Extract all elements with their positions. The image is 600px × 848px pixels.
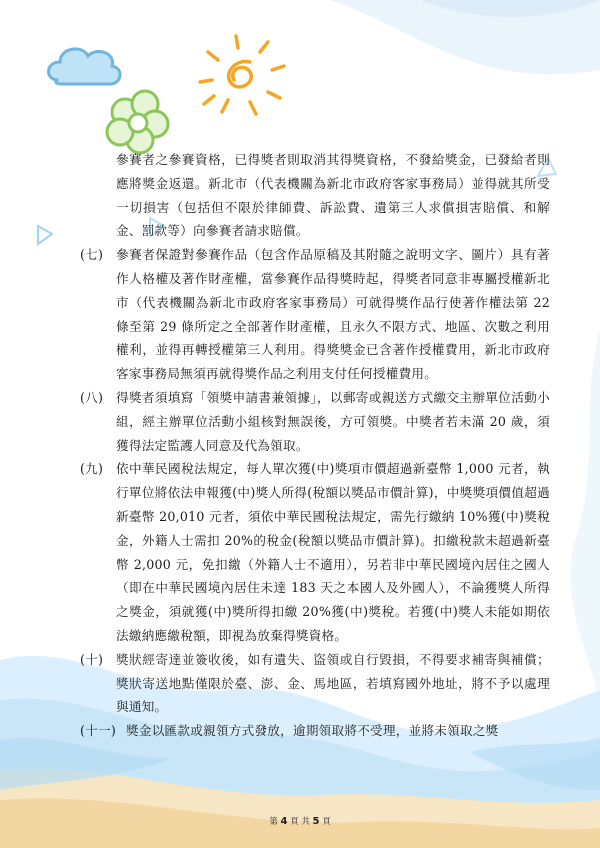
total-page-number: 5 [312, 816, 320, 827]
paragraph-text: 參賽者保證對參賽作品（包含作品原稿及其附隨之說明文字、圖片）具有著作人格權及著作財產權，當參賽作品得獎時起，得獎者同意非專屬授權新北市（代表機關為新北市政府客家事務局）可就得獎作品行使著作權法第 22 條至第 29 條所定之全部著作財產權，且永久不限方式、地區、次數之利用權利，並得再轉授權第三人利用。得獎獎金已含著作授權費用，新北市政府客家事務局無須再就得獎作品之利用支付任何授權費用。 [116, 247, 550, 382]
footer-suffix: 頁 [322, 817, 331, 827]
flower-icon [107, 91, 168, 153]
item-number: (十) [80, 651, 104, 667]
paragraph-item-8 [80, 386, 550, 457]
item-number: (七) [80, 247, 104, 263]
paragraph-text: 依中華民國稅法規定，每人單次獲(中)獎項市價超過新臺幣 1,000 元者，執行單位將依法申報獲(中)獎人所得(稅額以獎品市價計算)，中獎獎項價值超過新臺幣 20,010 元者，須依中華民國稅法規定，需先行繳納 10%獲(中)獎稅金，外籍人士需扣 20%的稅金(稅額以獎品市價計算)。扣繳稅款未超過新臺幣 2,000 元，免扣繳（外籍人士不適用），另若非中華民國境內居住之國人（即在中華民國境內居住未達 183 天之本國人及外國人），不論獲獎人所得之獎金，須就獲(中)獎所得扣繳 20%獲(中)獎稅。若獲(中)獎人未能如期依法繳納應繳稅額，即視為放棄得獎資格。 [116, 461, 550, 643]
sun-icon [200, 36, 284, 114]
item-number: (十一) [80, 723, 117, 739]
document-body [80, 148, 550, 743]
page-footer [0, 815, 600, 827]
current-page-number: 4 [280, 816, 288, 827]
paragraph-item-10 [80, 648, 550, 719]
paragraph-text: 得獎者須填寫「領獎申請書兼領據」，以郵寄或親送方式繳交主辦單位活動小組，經主辦單位活動小組核對無誤後，方可領獎。中獎者若未滿 20 歲，須獲得法定監護人同意及代為領取。 [116, 389, 550, 453]
item-number: (八) [80, 389, 104, 405]
paragraph-item-7 [80, 243, 550, 386]
triangle-icon [38, 226, 52, 244]
item-number: (九) [80, 461, 104, 477]
paragraph-item-9 [80, 457, 550, 647]
paragraph-text: 獎金以匯款或親領方式發放，逾期領取將不受理，並將未領取之獎 [126, 723, 499, 739]
paragraph-continued [80, 148, 550, 243]
paragraph-text: 參賽者之參賽資格，已得獎者則取消其得獎資格，不發給獎金，已發給者則應將獎金返還。新北市（代表機關為新北市政府客家事務局）並得就其所受一切損害（包括但不限於律師費、訴訟費、遺第三人求償損害賠償、和解金、罰款等）向參賽者請求賠償。 [116, 152, 550, 239]
paragraph-item-11 [80, 719, 550, 743]
right-wave [571, 330, 600, 700]
footer-prefix: 第 [269, 817, 278, 827]
paragraph-text: 獎狀經寄達並簽收後，如有遺失、盜領或自行毀損，不得要求補寄與補償；獎狀寄送地點僅限於臺、澎、金、馬地區，若填寫國外地址，將不予以處理與通知。 [116, 651, 550, 715]
cloud-icon [48, 49, 120, 84]
footer-mid: 頁 共 [290, 817, 310, 827]
